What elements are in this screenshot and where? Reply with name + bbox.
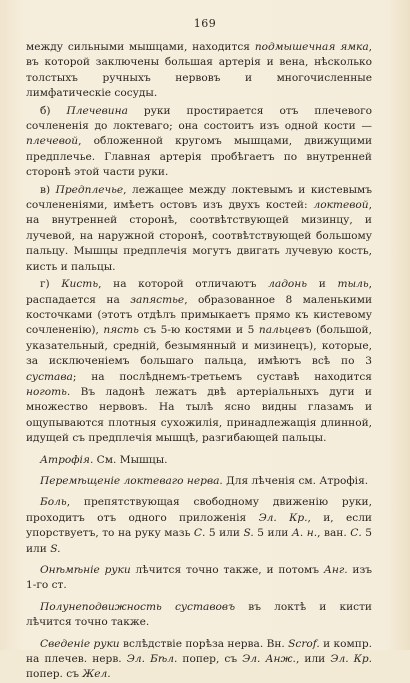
italic-term: Эл. Кр. xyxy=(258,511,308,524)
italic-term: пясть xyxy=(103,324,139,337)
italic-term: Боль xyxy=(40,496,67,509)
body-text xyxy=(26,40,372,683)
paragraph-p6 xyxy=(26,474,372,489)
italic-term: Сведеніе руки xyxy=(40,637,120,650)
italic-term: S. xyxy=(50,542,61,555)
text-run: 5 или xyxy=(205,527,244,540)
paragraph-p1 xyxy=(26,40,372,102)
text-run: изъ 1-го ст. xyxy=(26,564,372,592)
text-run: лѣчится точно также, и потомъ xyxy=(130,564,324,576)
italic-term: С. xyxy=(193,527,206,540)
text-run: , лежащее между локтевымъ и кистевымъ сочлененіями, имѣетъ остовъ изъ двухъ костей: xyxy=(26,183,372,212)
text-run: , препятствующая свободному движенію руки, проходитъ отъ одного приложенія xyxy=(26,496,372,524)
text-run: вслѣдствіе порѣза нерва. Вн. xyxy=(119,637,289,650)
italic-term: пальцевъ xyxy=(258,324,312,337)
italic-term: А. н. xyxy=(291,527,318,540)
paragraph-p5 xyxy=(26,453,372,468)
text-run: , на внутренней сторонѣ, соотвѣтствующей мизинцу, и лучевой, на наружной сторонѣ, соотвѣтствующей большому пальцу. Мышцы предплечія могутъ двигать лучевую кость, кисть и пальцы. xyxy=(26,199,372,273)
italic-term: Эл. Анж. xyxy=(242,653,296,666)
italic-term: запястье xyxy=(130,293,185,306)
paragraph-p7 xyxy=(26,495,372,557)
text-run: в) xyxy=(40,183,56,196)
italic-term: тыль xyxy=(337,278,369,291)
text-run: , обложенной кругомъ мышцами, движущими предплечье. Главная артерія пробѣгаетъ по внутренней сторонѣ этой части руки. xyxy=(26,135,372,179)
text-run: (большой, указательный, средній, безымянный и мизинецъ), которые, за исключеніемъ большаго пальца, имѣютъ всѣ по 3 xyxy=(26,324,372,368)
italic-term: плечевой xyxy=(26,135,79,148)
paragraph-p10 xyxy=(26,637,372,683)
italic-term: Перемѣщеніе локтеваго нерва xyxy=(40,474,220,487)
italic-term: S. xyxy=(243,527,254,540)
text-run: попер. съ xyxy=(26,668,83,681)
italic-term: ноготь xyxy=(26,385,67,398)
text-run: , въ которой заключены большая артерія и вена, нѣсколько толстыхъ ручныхъ нервовъ и многочисленные лимфатическіе сосуды. xyxy=(26,41,373,100)
text-run: и xyxy=(307,278,338,291)
italic-term: Предплечье xyxy=(55,183,124,196)
text-run: и компр. на плечев. нерв. xyxy=(26,637,372,666)
text-run: , ван. xyxy=(317,527,351,540)
text-run: 5 или xyxy=(253,527,292,540)
italic-term: ладонь xyxy=(268,278,308,291)
text-run: , или xyxy=(295,653,331,666)
paragraph-p2 xyxy=(26,104,372,181)
text-run: , на которой отличаютъ xyxy=(98,278,269,291)
italic-term: Эл. Кр. xyxy=(330,653,373,666)
italic-term: Полунеподвижность суставовъ xyxy=(40,600,236,613)
text-run: б) xyxy=(40,104,67,117)
text-run: , распадается на xyxy=(26,278,372,306)
italic-term: сустава xyxy=(26,370,73,383)
text-run: попер, съ xyxy=(177,653,243,666)
paragraph-p9 xyxy=(26,600,372,631)
text-run: съ 5-ю костями и 5 xyxy=(138,324,259,337)
italic-term: Scrof. xyxy=(288,637,320,650)
italic-term: Жел. xyxy=(82,668,111,681)
paragraph-p3 xyxy=(26,183,372,275)
text-run: , образованное 8 маленькими косточками (этотъ отдѣлъ примыкаетъ прямо къ кистевому сочлененію), xyxy=(26,293,372,337)
text-run: между сильными мышцами, находится xyxy=(26,41,255,53)
italic-term: локтевой xyxy=(313,199,369,212)
text-run: . См. Мышцы. xyxy=(89,453,168,466)
text-run: 5 или xyxy=(26,527,372,555)
paragraph-p4 xyxy=(26,277,372,446)
italic-term: Онѣмѣніе руки xyxy=(40,564,131,576)
italic-term: Эл. Бѣл. xyxy=(126,653,178,666)
italic-term: С. xyxy=(350,527,362,540)
paragraph-p8 xyxy=(26,563,372,594)
italic-term: подмышечная ямка xyxy=(254,41,369,53)
italic-term: Плечевина xyxy=(66,104,128,117)
text-run: руки простирается отъ плечевого сочлененія до локтеваго; она состоитъ изъ одной кости — xyxy=(26,104,372,133)
italic-term: Анг. xyxy=(323,564,348,576)
italic-term: Атрофія xyxy=(40,453,90,466)
text-run: въ локтѣ и кисти лѣчится точно также. xyxy=(26,600,372,629)
text-run: . Для лѣченія см. Атрофія. xyxy=(219,474,369,487)
page-number: 169 xyxy=(193,17,217,30)
text-run: , и, если упорствуетъ, то на руку мазь xyxy=(26,511,372,540)
text-run: . Въ ладонѣ лежатъ двѣ артеріальныхъ дуги и множество нервовъ. На тылѣ ясно видны глазамъ и ощупываются плотныя сухожилія, принадлежащія длинной, идущей съ предплечія мышцѣ, разгибающей пальцы. xyxy=(26,385,372,445)
text-run: ; на послѣднемъ-третьемъ суставѣ находится xyxy=(72,370,372,383)
italic-term: Кисть xyxy=(61,278,99,291)
text-run: г) xyxy=(40,278,62,291)
